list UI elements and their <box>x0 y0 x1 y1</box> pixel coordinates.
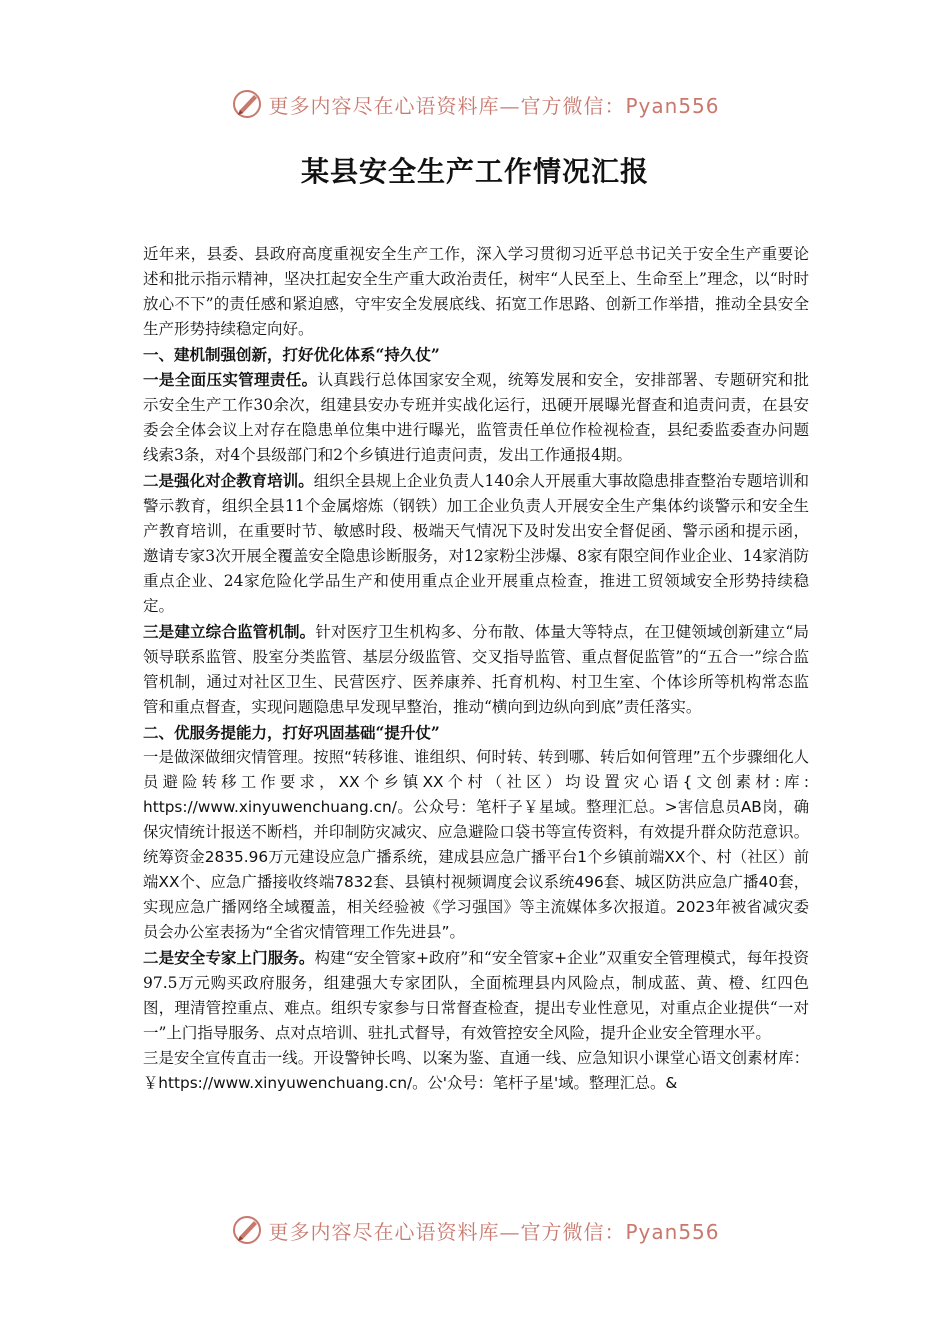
paragraph-6: 三是安全宣传直击一线。开设警钟长鸣、以案为鉴、直通一线、应急知识小课堂心语文创素材库：￥https://www.xinyuwenchuang.cn/。公'众号：笔杆子星'域。整理汇总。& <box>143 1049 809 1092</box>
paragraph-5 <box>143 945 809 1046</box>
document-title: 某县安全生产工作情况汇报 <box>300 155 649 188</box>
document-body <box>143 242 809 1096</box>
section-heading-1: 一、建机制强创新，打好优化体系“持久仗” <box>143 345 440 364</box>
paragraph-5-lead: 二是安全专家上门服务。 <box>143 948 315 967</box>
paragraph-5-body: 构建“安全管家+政府”和“安全管家+企业”双重安全管理模式，每年投资97.5万元购买政府服务，组建强大专家团队，全面梳理县内风险点，制成蓝、黄、橙、红四色图，理清管控重点、难点。组织专家参与日常督查检查，提出专业性意见，对重点企业提供“一对一”上门指导服务、点对点培训、驻扎式督导，有效管控安全风险，提升企业安全管理水平。 <box>143 949 809 1042</box>
watermark-text: 更多内容尽在心语资料库—官方微信：Pyan556 <box>268 1219 720 1244</box>
paragraph-2 <box>143 468 809 619</box>
pen-logo-icon <box>230 1213 264 1247</box>
pen-logo-icon <box>230 87 264 121</box>
paragraph-1-body: 认真践行总体国家安全观，统筹发展和安全，安排部署、专题研究和批示安全生产工作30余次，组建县安办专班并实战化运行，迅硬开展曝光督查和追责问责，在县安委会全体会议上对存在隐患单位集中进行曝光，监管责任单位作检视检查，县纪委监委查办问题线索3条，对4个县级部门和2个乡镇进行追责问责，发出工作通报4期。 <box>143 371 809 464</box>
paragraph-1-lead: 一是全面压实管理责任。 <box>143 370 318 389</box>
paragraph-3 <box>143 619 809 720</box>
watermark-text: 更多内容尽在心语资料库—官方微信：Pyan556 <box>268 93 720 118</box>
header-watermark-banner <box>0 84 950 124</box>
section-heading-2: 二、优服务提能力，打好巩固基础“提升仗” <box>143 723 440 742</box>
paragraph-3-body: 针对医疗卫生机构多、分布散、体量大等特点，在卫健领域创新建立“局领导联系监管、股室分类监管、基层分级监管、交叉指导监管、重点督促监管”的“五合一”综合监管机制，通过对社区卫生、民营医疗、医养康养、托育机构、村卫生室、个体诊所等机构常态监管和重点督查，实现问题隐患早发现早整治，推动“横向到边纵向到底”责任落实。 <box>143 623 809 716</box>
paragraph-2-lead: 二是强化对企教育培训。 <box>143 471 314 490</box>
intro-paragraph: 近年来，县委、县政府高度重视安全生产工作，深入学习贯彻习近平总书记关于安全生产重要论述和批示指示精神，坚决扛起安全生产重大政治责任，树牢“人民至上、生命至上”理念，以“时时放心不下”的责任感和紧迫感，守牢安全发展底线、拓宽工作思路、创新工作举措，推动全县安全生产形势持续稳定向好。 <box>143 245 809 338</box>
paragraph-3-lead: 三是建立综合监管机制。 <box>143 622 316 641</box>
paragraph-2-body: 组织全县规上企业负责人140余人开展重大事故隐患排查整治专题培训和警示教育，组织全县11个金属熔炼（钢铁）加工企业负责人开展安全生产集体约谈警示和安全生产教育培训，在重要时节、敏感时段、极端天气情况下及时发出安全督促函、警示函和提示函，邀请专家3次开展全覆盖安全隐患诊断服务，对12家粉尘涉爆、8家有限空间作业企业、14家消防重点企业、24家危险化学品生产和使用重点企业开展重点检查，推进工贸领域安全形势持续稳定。 <box>143 472 809 615</box>
paragraph-4: 一是做深做细灾情管理。按照“转移谁、谁组织、何时转、转到哪、转后如何管理”五个步骤细化人员避险转移工作要求，XX个乡镇XX个村（社区）均设置灾心语{文创素材:库: https://www.xinyuwenchuang.cn/。公众号：笔杆子￥星域。整理汇总。>害信息员AB岗，确保灾情统计报送不断档，并印制防灾减灾、应急避险口袋书等宣传资料，有效提升群众防范意识。统筹资金2835.96万元建设应急广播系统，建成县应急广播平台1个乡镇前端XX个、村（社区）前端XX个、应急广播接收终端7832套、县镇村视频调度会议系统496套、城区防洪应急广播40套，实现应急广播网络全域覆盖，相关经验被《学习强国》等主流媒体多次报道。2023年被省减灾委员会办公室表扬为“全省灾情管理工作先进县”。 <box>143 748 809 941</box>
paragraph-1 <box>143 367 809 468</box>
footer-watermark-banner <box>0 1210 950 1250</box>
